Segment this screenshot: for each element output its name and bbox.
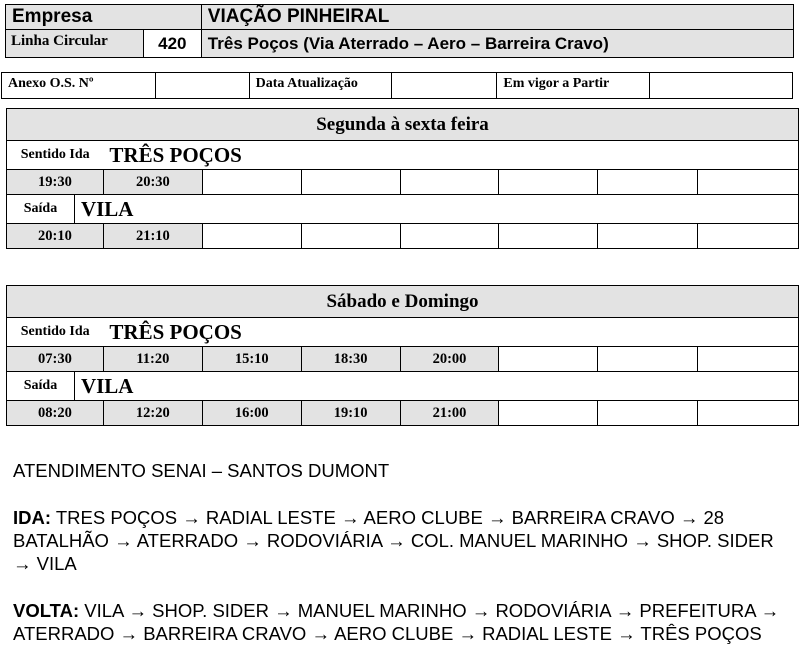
time-cell <box>698 401 799 426</box>
weekend-schedule <box>6 285 799 426</box>
time-cell: 16:00 <box>202 401 301 426</box>
weekend-ida-place: TRÊS POÇOS <box>103 318 798 347</box>
os-value <box>155 73 249 99</box>
time-cell <box>698 347 799 372</box>
linha-route: Três Poços (Via Aterrado – Aero – Barreira Cravo) <box>201 30 793 58</box>
time-cell: 20:30 <box>103 170 202 195</box>
time-cell: 21:10 <box>103 224 202 249</box>
time-cell: 18:30 <box>301 347 400 372</box>
time-cell <box>400 170 499 195</box>
time-cell <box>202 170 301 195</box>
ida-label: IDA: <box>13 507 52 528</box>
time-cell <box>301 224 400 249</box>
time-cell <box>400 224 499 249</box>
linha-label: Linha Circular <box>6 30 144 58</box>
time-cell: 11:20 <box>103 347 202 372</box>
weekend-title: Sábado e Domingo <box>7 286 799 318</box>
weekend-saida-label: Saída <box>7 372 75 401</box>
time-cell <box>499 170 598 195</box>
weekday-saida-place: VILA <box>74 195 798 224</box>
weekday-schedule <box>6 108 799 249</box>
time-cell <box>499 347 598 372</box>
time-cell: 07:30 <box>7 347 104 372</box>
time-cell: 20:00 <box>400 347 499 372</box>
time-cell: 21:00 <box>400 401 499 426</box>
time-cell: 12:20 <box>103 401 202 426</box>
weekday-ida-place: TRÊS POÇOS <box>103 141 798 170</box>
volta-route-paragraph <box>13 599 793 645</box>
time-cell <box>301 170 400 195</box>
time-cell <box>202 224 301 249</box>
data-value <box>391 73 497 99</box>
atendimento-text: ATENDIMENTO SENAI – SANTOS DUMONT <box>13 460 390 481</box>
time-cell: 19:10 <box>301 401 400 426</box>
time-cell <box>499 224 598 249</box>
header-table <box>5 4 794 58</box>
weekday-saida-label: Saída <box>7 195 75 224</box>
empresa-value: VIAÇÃO PINHEIRAL <box>201 5 793 30</box>
time-cell <box>598 224 698 249</box>
time-cell: 08:20 <box>7 401 104 426</box>
vigor-label: Em vigor a Partir <box>497 73 650 99</box>
time-cell <box>598 401 698 426</box>
vigor-value <box>650 73 793 99</box>
time-cell <box>698 170 799 195</box>
ida-route: TRES POÇOS → RADIAL LESTE → AERO CLUBE → BARREIRA CRAVO → 28 BATALHÃO → ATERRADO → RODOVIÁRIA → COL. MANUEL MARINHO → SHOP. SIDER → VILA <box>13 507 774 574</box>
time-cell <box>698 224 799 249</box>
os-label: Anexo O.S. Nº <box>2 73 156 99</box>
linha-number: 420 <box>143 30 201 58</box>
empresa-label: Empresa <box>6 5 202 30</box>
time-cell <box>598 347 698 372</box>
volta-label: VOLTA: <box>13 600 80 621</box>
time-cell: 20:10 <box>7 224 104 249</box>
data-label: Data Atualização <box>249 73 391 99</box>
time-cell: 15:10 <box>202 347 301 372</box>
volta-route: VILA → SHOP. SIDER → MANUEL MARINHO → RODOVIÁRIA → PREFEITURA → ATERRADO → BARREIRA CRAVO → AERO CLUBE → RADIAL LESTE → TRÊS POÇOS <box>13 600 780 644</box>
weekend-ida-label: Sentido Ida <box>7 318 104 347</box>
weekday-ida-label: Sentido Ida <box>7 141 104 170</box>
anexo-table <box>1 72 793 99</box>
time-cell: 19:30 <box>7 170 104 195</box>
route-info <box>13 459 793 669</box>
weekday-title: Segunda à sexta feira <box>7 109 799 141</box>
ida-route-paragraph <box>13 506 793 575</box>
time-cell <box>499 401 598 426</box>
time-cell <box>598 170 698 195</box>
weekend-saida-place: VILA <box>74 372 798 401</box>
